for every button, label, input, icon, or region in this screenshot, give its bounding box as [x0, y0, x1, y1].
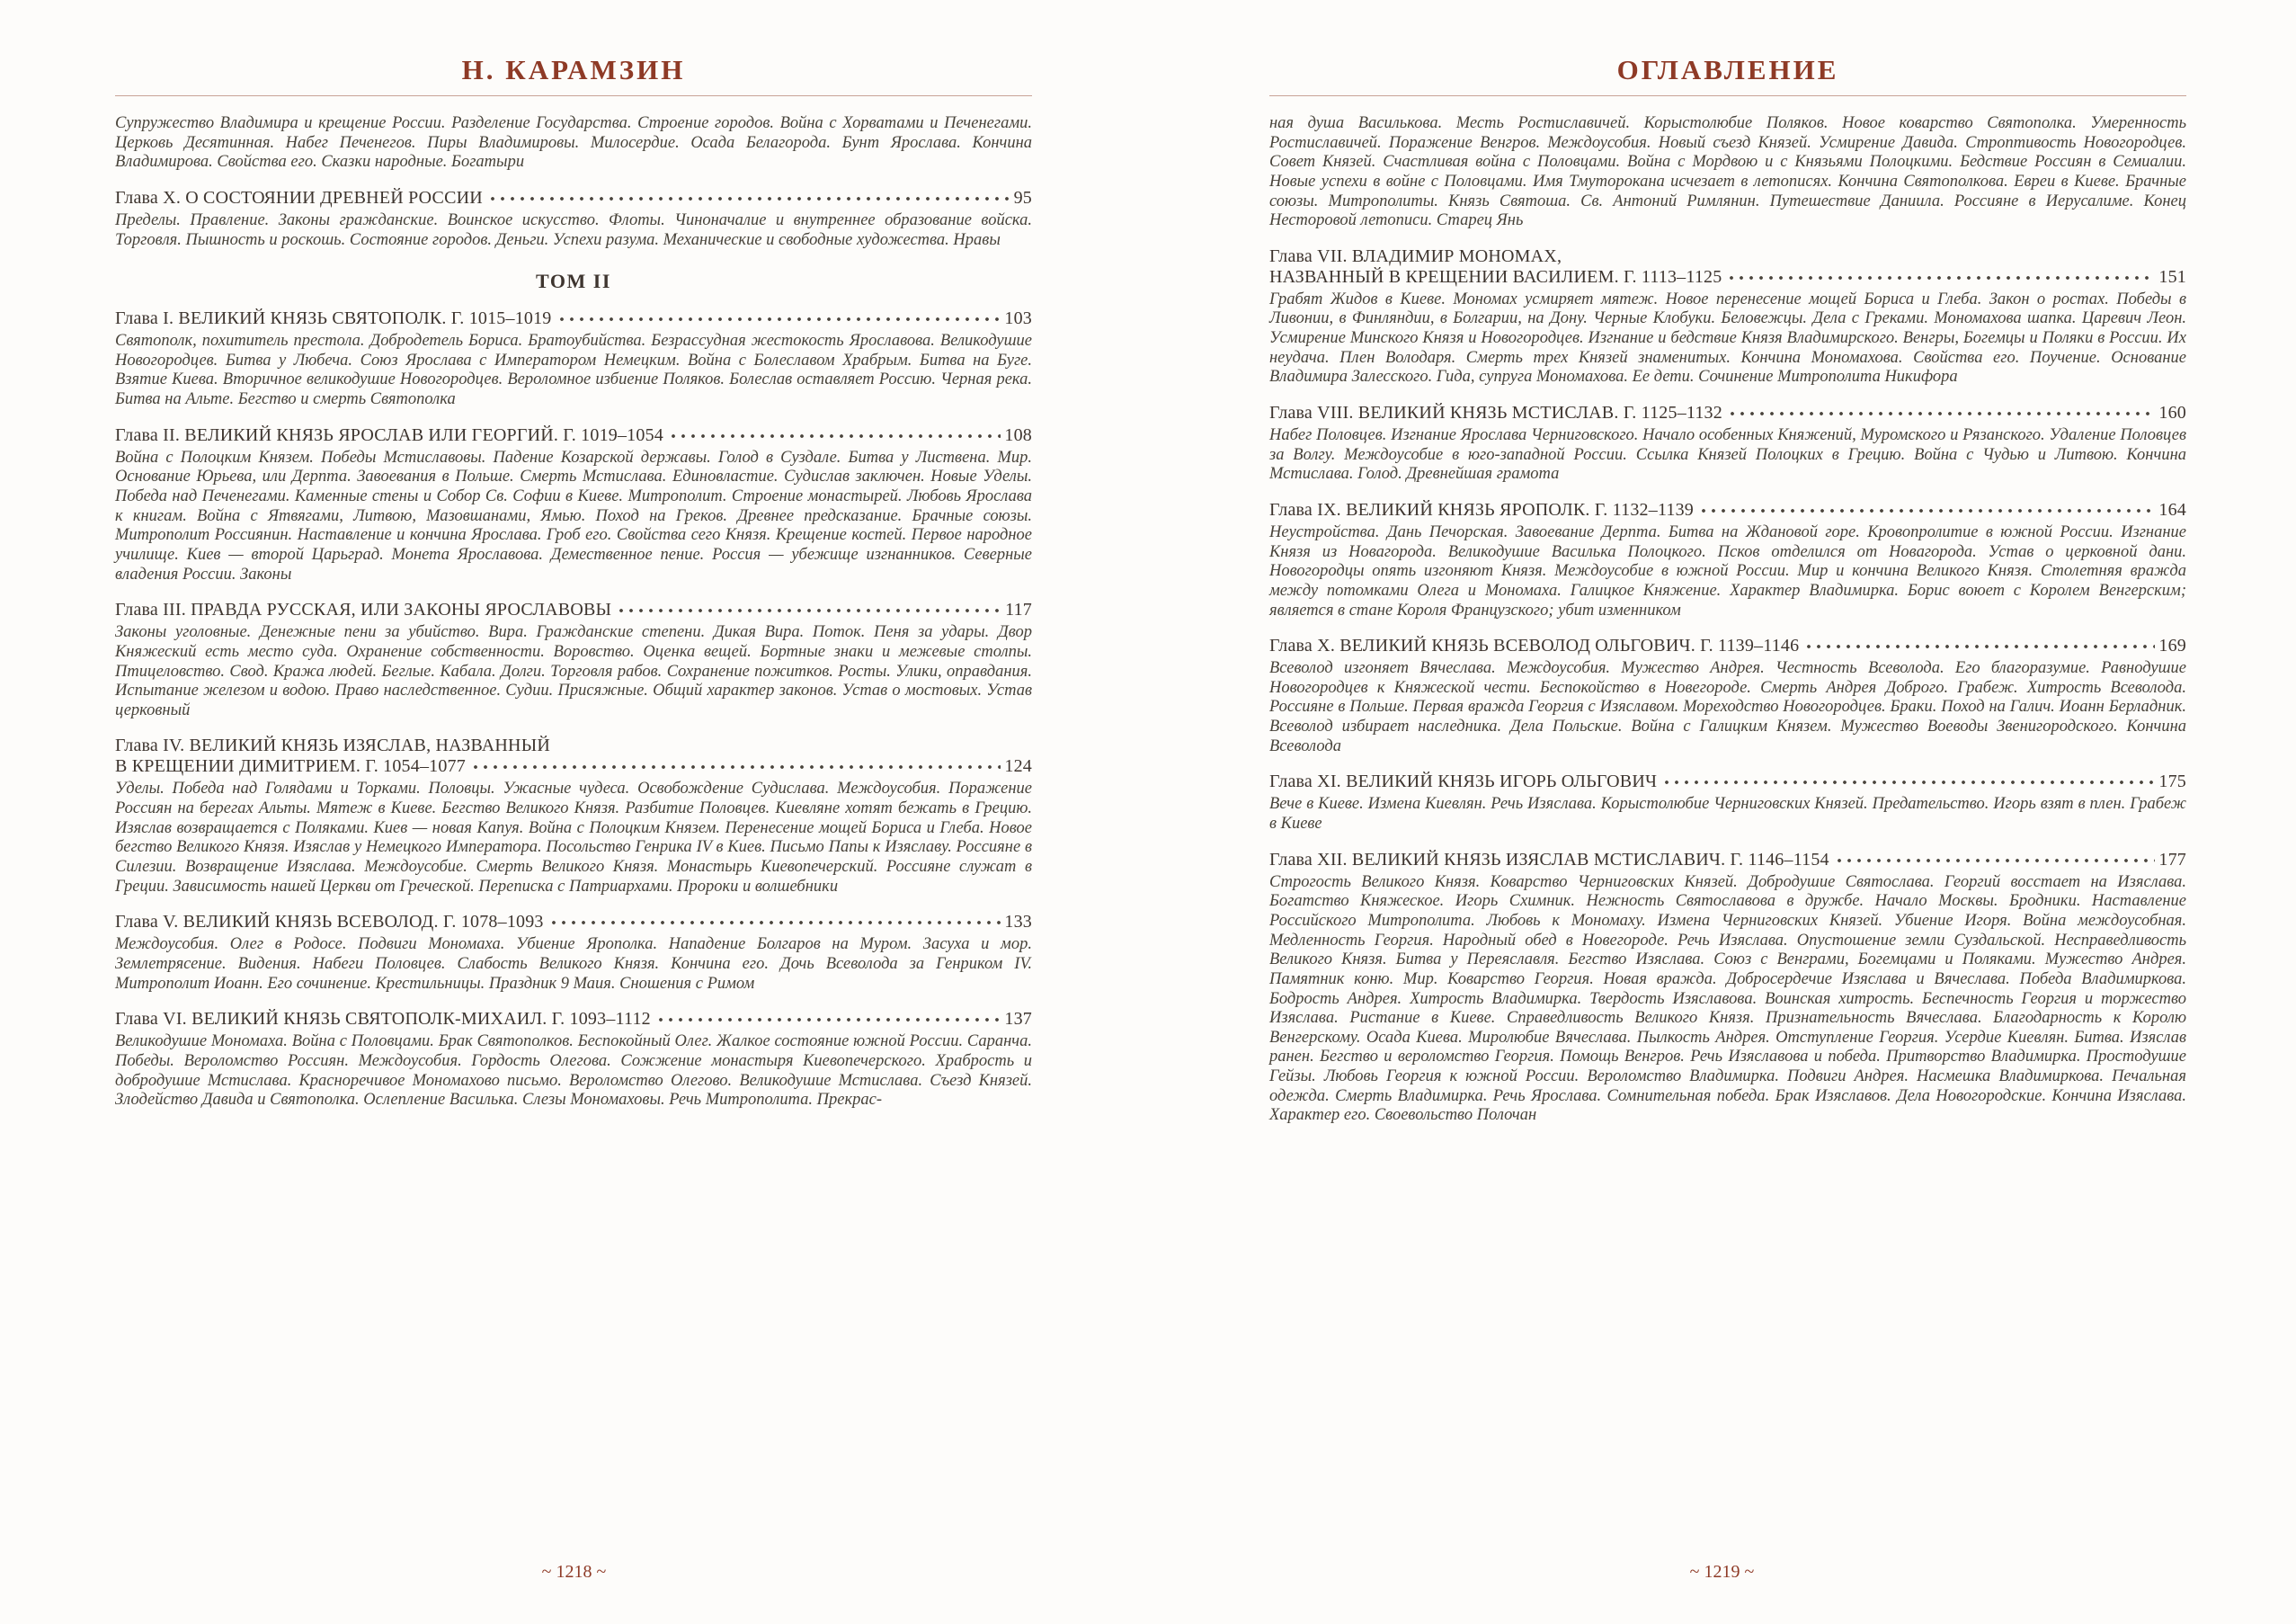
chapter-description: Пределы. Правление. Законы гражданские. Воинское искусство. Флоты. Чиноначалие и внутреннее образование войска. Торговля. Пышность и роскошь. Состояние городов. Деньги. Успехи разума. Механические и свободные художества. Нравы	[115, 210, 1032, 249]
chapter-page-number: 160	[2158, 403, 2186, 424]
dot-leader	[1730, 404, 2155, 418]
chapter-title: Глава VIII. ВЕЛИКИЙ КНЯЗЬ МСТИСЛАВ. Г. 1125–1132	[1269, 403, 1722, 424]
toc-entry	[1269, 403, 2186, 485]
chapter-page-number: 137	[1004, 1009, 1032, 1030]
continuation-paragraph: ная душа Василькова. Месть Ростиславичей. Корыстолюбие Поляков. Новое коварство Святополка. Умеренность Ростиславичей. Поражение Венгров. Междоусобия. Новый съезд Князей. Усмирение Давида. Строптивость Новогородцев. Совет Князей. Счастливая война с Половцами. Война с Мордвою и с Князьями Полоцкими. Бедствие Россиян в Семиалии. Новые успехи в войне с Половцами. Имя Тмуторокана исчезает в летописях. Кончина Святополкова. Евреи в Киеве. Брачные союзы. Митрополиты. Князь Святоша. Св. Антоний Римлянин. Путешествие Даниила. Россияне в Иерусалиме. Конец Несторовой летописи. Старец Янь	[1269, 114, 2186, 230]
dot-leader	[1701, 501, 2155, 515]
chapter-title-line: Глава IV. ВЕЛИКИЙ КНЯЗЬ ИЗЯСЛАВ, НАЗВАННЫЙ	[115, 736, 550, 756]
chapter-description: Святополк, похититель престола. Добродетель Бориса. Братоубийства. Безрассудная жестокость Ярославова. Великодушие Новогородцев. Битва у Любеча. Союз Ярослава с Императором Немецким. Война с Болеславом Храбрым. Битва на Буге. Взятие Киева. Вторичное великодушие Новогородцев. Вероломное избиение Поляков. Болеслав оставляет Россию. Черная река. Битва на Альте. Бегство и смерть Святополка	[115, 332, 1032, 409]
chapter-page-number: 124	[1004, 756, 1032, 777]
chapter-description: Грабят Жидов в Киеве. Мономах усмиряет мятеж. Новое перенесение мощей Бориса и Глеба. Закон о ростах. Победы в Ливонии, в Финляндии, в Болгарии, на Дону. Черные Клобуки. Беловежцы. Дела с Греками. Мономахова шапка. Царевич Леон. Усмирение Минского Князя и Новогородцев. Изгнание и бедствие Князя Владимирского. Венгры, Богемцы и Поляки в России. Их неудача. Плен Володаря. Смерть трех Князей знаменитых. Кончина Мономахова. Свойства его. Поучение. Основание Владимира Залесского. Гида, супруга Мономахова. Ее дети. Сочинение Митрополита Никифора	[1269, 290, 2186, 387]
chapter-page-number: 175	[2158, 772, 2186, 792]
page-right-folio: ~ 1219 ~	[1689, 1562, 1755, 1582]
chapter-title: Глава VI. ВЕЛИКИЙ КНЯЗЬ СВЯТОПОЛК-МИХАИЛ. Г. 1093–1112	[115, 1009, 651, 1030]
toc-entry	[1269, 636, 2186, 756]
dot-leader	[1837, 851, 2156, 865]
chapter-title-row	[1269, 403, 2186, 424]
chapter-page-number: 133	[1004, 912, 1032, 932]
chapter-title: Глава X. О СОСТОЯНИИ ДРЕВНЕЙ РОССИИ	[115, 187, 483, 208]
toc-entry	[115, 912, 1032, 994]
dot-leader	[490, 189, 1010, 203]
chapter-title-row	[115, 912, 1032, 932]
dot-leader	[658, 1010, 1001, 1024]
page-right-header: ОГЛАВЛЕНИЕ	[1616, 54, 1839, 85]
dot-leader	[618, 601, 1001, 615]
chapter-title: Глава IX. ВЕЛИКИЙ КНЯЗЬ ЯРОПОЛК. Г. 1132–1139	[1269, 499, 1694, 520]
chapter-description: Строгость Великого Князя. Коварство Черниговских Князей. Добродушие Святослава. Георгий восстает на Изяслава. Богатство Княжеское. Игорь Схимник. Нежность Святославова в дружбе. Начало Москвы. Бродники. Наставление Российского Митрополита. Любовь к Мономаху. Измена Черниговских Князей. Убиение Игоря. Война междоусобная. Медленность Георгия. Народный обед в Новегороде. Речь Изяслава. Опустошение земли Суздальской. Несправедливость Великого Князя. Битва у Переяславля. Бегство Изяслава. Союз с Венграми, Богемцами и Поляками. Мужество Андрея. Памятник коню. Мир. Коварство Георгия. Новая вражда. Добросердечие Изяслава и Вячеслава. Победа Владимиркова. Бодрость Андрея. Хитрость Владимирка. Твердость Изяславова. Воинская хитрость. Беспечность Георгия и торжество Изяслава. Ристание в Киеве. Справедливость Великого Князя. Признательность Вячеслава. Благодарность к Королю Венгерскому. Осада Киева. Миролюбие Вячеслава. Пылкость Андрея. Отступление Георгия. Усердие Киевлян. Битва. Изяслав ранен. Бегство и вероломство Георгия. Помощь Венгров. Речь Изяславова и победа. Притворство Владимирка. Простодушие Гейзы. Любовь Георгия к южной России. Вероломство Владимирка. Подвиги Андрея. Насмешка Владимиркова. Печальная одежда. Смерть Владимирка. Речь Ярослава. Сомнительная победа. Брак Изяславов. Дела Новогородские. Кончина Изяслава. Характер его. Своевольство Полочан	[1269, 872, 2186, 1125]
chapter-title: Глава III. ПРАВДА РУССКАЯ, ИЛИ ЗАКОНЫ ЯРОСЛАВОВЫ	[115, 600, 612, 620]
volume-heading: ТОМ II	[536, 270, 611, 293]
page-right	[1148, 0, 2296, 1624]
chapter-page-number: 177	[2158, 849, 2186, 870]
chapter-title-row	[1269, 500, 2186, 521]
chapter-description: Уделы. Победа над Голядами и Торками. Половцы. Ужасные чудеса. Освобождение Судислава. Междоусобия. Поражение Россиян на берегах Альты. Мятеж в Киеве. Бегство Великого Князя. Разбитие Половцев. Киевляне хотят бежать в Грецию. Изяслав возвращается с Поляками. Киев — новая Капуя. Война с Полоцким Князем. Перенесение мощей Бориса и Глеба. Новое бегство Великого Князя. Изяслав у Немецкого Императора. Посольство Генрика IV в Киев. Письмо Папы к Изяславу. Россияне в Силезии. Возвращение Изяслава. Междоусобие. Смерть Великого Князя. Монастырь Киевопечерский. Россияне служат в Греции. Зависимость нашей Церкви от Греческой. Переписка с Патриархами. Пророки и волшебники	[115, 780, 1032, 896]
dot-leader	[473, 757, 1001, 772]
dot-leader	[1729, 268, 2155, 282]
continuation-paragraph: Супружество Владимира и крещение России. Разделение Государства. Строение городов. Война с Хорватами и Печенегами. Церковь Десятинная. Набег Печенегов. Пиры Владимировы. Милосердие. Осада Белагорода. Бунт Ярослава. Кончина Владимирова. Свойства его. Сказки народные. Богатыри	[115, 114, 1032, 172]
dot-leader	[671, 426, 1001, 441]
chapter-description: Неустройства. Дань Печорская. Завоевание Дерпта. Битва на Ждановой горе. Кровопролитие в южной России. Изгнание Князя из Новагорода. Великодушие Василька Полоцкого. Псков отделился от Новагорода. Устав о церковной дани. Новогородцы опять изгоняют Князя. Междоусобие в южной России. Мир и кончина Великого Князя. Столетняя вражда между потомками Олега и Мономаха. Галицкое Княжение. Характер Владимирка. Борис воюет с Королем Венгерским; является в стане Короля Французского; убит изменником	[1269, 522, 2186, 620]
dot-leader	[559, 309, 1001, 324]
chapter-page-number: 169	[2158, 636, 2186, 656]
chapter-description: Всеволод изгоняет Вячеслава. Междоусобия. Мужество Андрея. Честность Всеволода. Его благоразумие. Равнодушие Новогородцев к Княжеской чести. Беспокойство в Новегороде. Смерть Андрея Доброго. Грабеж. Хитрость Всеволода. Россияне в Польше. Первая вражда Георгия с Изяславом. Мореходство Новогородцев. Браки. Поход на Галич. Иоанн Берладник. Всеволод избирает наследника. Дела Польские. Война с Галицким Князем. Мужество Воеводы Звенигородского. Кончина Всеволода	[1269, 659, 2186, 755]
toc-entry	[115, 1009, 1032, 1111]
dot-leader	[1664, 772, 2155, 787]
header-rule	[1269, 95, 2186, 96]
chapter-page-number: 108	[1004, 424, 1032, 445]
chapter-title: Глава V. ВЕЛИКИЙ КНЯЗЬ ВСЕВОЛОД. Г. 1078–1093	[115, 912, 544, 932]
chapter-description: Междоусобия. Олег в Родосе. Подвиги Мономаха. Убиение Ярополка. Нападение Болгаров на Муром. Засуха и мор. Землетрясение. Видения. Набеги Половцев. Слабость Великого Князя. Кончина его. Дочь Всеволода за Генриком IV. Митрополит Иоанн. Его сочинение. Крестильницы. Праздник 9 Маия. Сношения с Римом	[115, 935, 1032, 993]
toc-entry	[1269, 500, 2186, 620]
chapter-title: В КРЕЩЕНИИ ДИМИТРИЕМ. Г. 1054–1077	[115, 756, 466, 777]
chapter-page-number: 103	[1004, 308, 1032, 329]
chapter-title-row	[115, 425, 1032, 446]
chapter-title-row	[1269, 850, 2186, 870]
toc-entry	[115, 425, 1032, 584]
toc-entry	[1269, 246, 2186, 388]
chapter-description: Великодушие Мономаха. Война с Половцами. Брак Святополков. Беспокойный Олег. Жалкое состояние южной России. Саранча. Победы. Вероломство Россиян. Междоусобия. Гордость Олегова. Сожжение монастыря Киевопечерского. Храбрость и добродушие Мстислава. Красноречивое Мономахово письмо. Вероломство Олегово. Великодушие Мстислава. Съезд Князей. Злодейство Давида и Святополка. Ослепление Василька. Слезы Мономаховы. Речь Митрополита. Прекрас-	[115, 1032, 1032, 1110]
toc-entry	[115, 600, 1032, 720]
chapter-title: Глава X. ВЕЛИКИЙ КНЯЗЬ ВСЕВОЛОД ОЛЬГОВИЧ. Г. 1139–1146	[1269, 636, 1800, 656]
chapter-title-row	[115, 188, 1032, 209]
toc-entry	[115, 736, 1032, 897]
toc-entry	[1269, 850, 2186, 1126]
chapter-title-row	[1269, 772, 2186, 792]
toc-entry	[115, 188, 1032, 250]
chapter-page-number: 164	[2158, 499, 2186, 520]
chapter-page-number: 117	[1005, 600, 1032, 620]
chapter-title-row	[115, 1009, 1032, 1030]
chapter-page-number: 151	[2158, 266, 2186, 287]
chapter-title: Глава XII. ВЕЛИКИЙ КНЯЗЬ ИЗЯСЛАВ МСТИСЛАВИЧ. Г. 1146–1154	[1269, 849, 1829, 870]
chapter-description: Война с Полоцким Князем. Победы Мстиславовы. Падение Козарской державы. Голод в Суздале. Битва у Листвена. Мир. Основание Юрьева, или Дерпта. Завоевания в Польше. Смерть Мстислава. Единовластие. Судислав заключен. Новые Уделы. Победа над Печенегами. Каменные стены и Собор Св. Софии в Киеве. Митрополит. Строение монастырей. Любовь Ярослава к книгам. Война с Ятвягами, Литвою, Мазовшанами, Ямью. Поход на Греков. Древнее предсказание. Брачные союзы. Митрополит Россиянин. Наставление и кончина Ярослава. Гроб его. Свойства сего Князя. Крещение костей. Первое народное училище. Киев — второй Царьград. Монета Ярославова. Демественное пение. Россия — убежище изгнанников. Северные владения России. Законы	[115, 448, 1032, 584]
chapter-title-row	[115, 600, 1032, 620]
page-left-header: Н. КАРАМЗИН	[461, 54, 686, 85]
page-left-folio: ~ 1218 ~	[541, 1562, 607, 1582]
chapter-title-row	[1269, 267, 2186, 288]
toc-entry	[115, 308, 1032, 410]
chapter-title-row	[1269, 636, 2186, 656]
header-rule	[115, 95, 1032, 96]
dot-leader	[551, 913, 1001, 927]
chapter-title: Глава XI. ВЕЛИКИЙ КНЯЗЬ ИГОРЬ ОЛЬГОВИЧ	[1269, 772, 1658, 792]
chapter-description: Вече в Киеве. Измена Киевлян. Речь Изяслава. Корыстолюбие Черниговских Князей. Предательство. Игорь взят в плен. Грабеж в Киеве	[1269, 795, 2186, 834]
page-right-content	[1269, 114, 2186, 1126]
chapter-title-row	[115, 308, 1032, 329]
chapter-title-row	[115, 756, 1032, 777]
chapter-title-line: Глава VII. ВЛАДИМИР МОНОМАХ,	[1269, 245, 1562, 266]
dot-leader	[1806, 637, 2155, 651]
chapter-title: Глава II. ВЕЛИКИЙ КНЯЗЬ ЯРОСЛАВ ИЛИ ГЕОРГИЙ. Г. 1019–1054	[115, 424, 663, 445]
page-left-content	[115, 114, 1032, 1111]
chapter-page-number: 95	[1013, 187, 1032, 208]
chapter-description: Законы уголовные. Денежные пени за убийство. Вира. Гражданские степени. Дикая Вира. Поток. Пеня за удары. Двор Княжеский есть место суда. Охранение собственности. Воровство. Оценка вещей. Бортные знаки и межевые столпы. Птицеловство. Свод. Кража людей. Беглые. Кабала. Долги. Торговля рабов. Сохранение пожитков. Росты. Улики, оправдания. Испытание железом и водою. Право наследственное. Судии. Присяжные. Общий характер законов. Устав о мостовых. Устав церковный	[115, 623, 1032, 719]
chapter-title: Глава I. ВЕЛИКИЙ КНЯЗЬ СВЯТОПОЛК. Г. 1015–1019	[115, 308, 552, 329]
toc-entry	[1269, 772, 2186, 834]
chapter-title: НАЗВАННЫЙ В КРЕЩЕНИИ ВАСИЛИЕМ. Г. 1113–1125	[1269, 266, 1722, 287]
chapter-description: Набег Половцев. Изгнание Ярослава Черниговского. Начало особенных Княжений, Муромского и Рязанского. Удаление Половцев за Волгу. Междоусобие в юго-западной России. Ссылка Князей Полоцких в Грецию. Война с Чудью и Литвою. Кончина Мстислава. Голод. Древнейшая грамота	[1269, 426, 2186, 484]
